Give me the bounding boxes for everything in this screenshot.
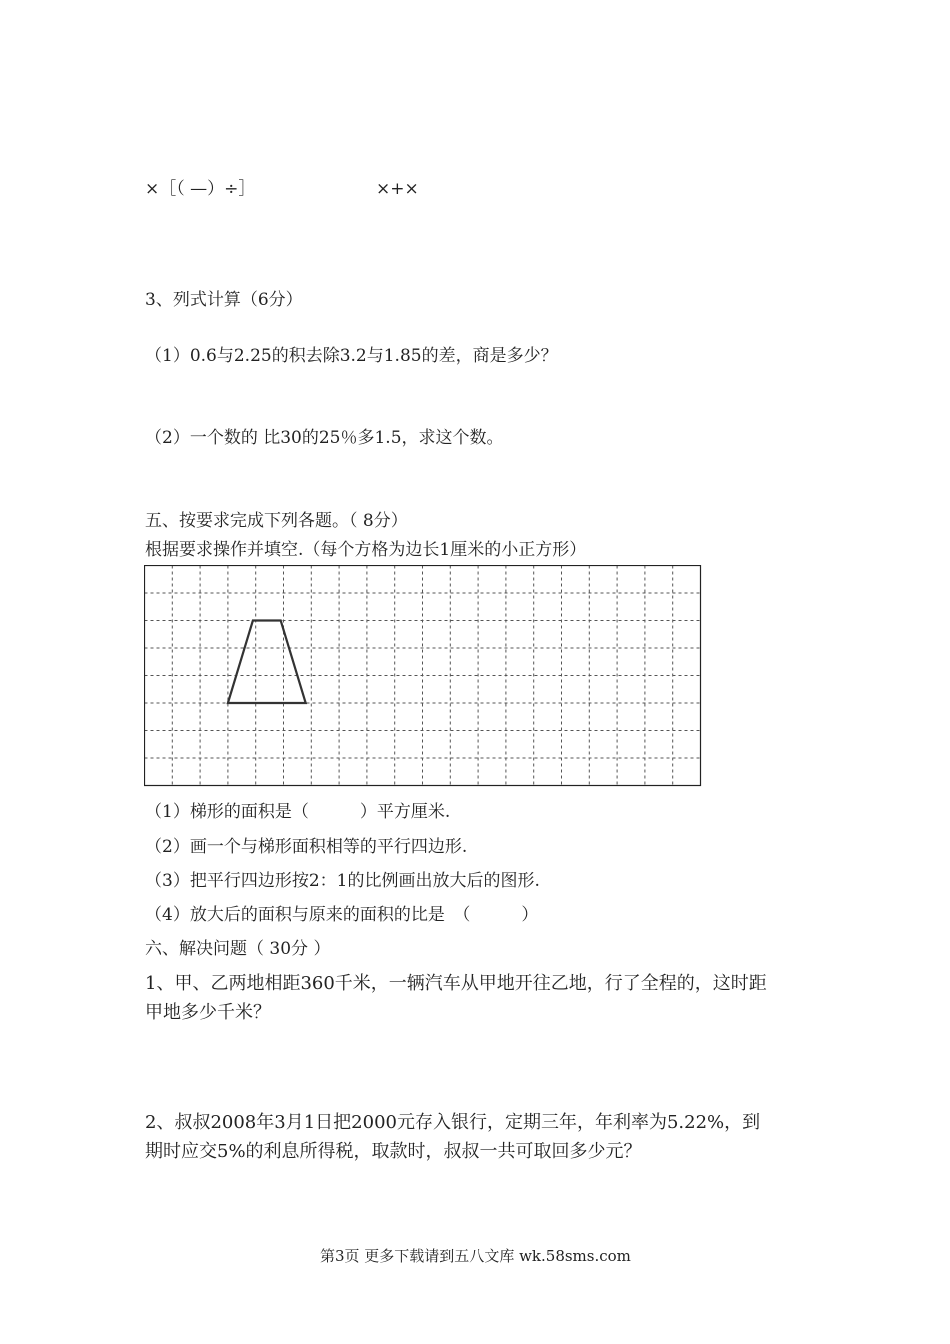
section5-item-2: （2）画一个与梯形面积相等的平行四边形.	[145, 837, 468, 857]
expression-right: ×+×	[376, 179, 419, 199]
section3-heading: 3、列式计算（6分）	[145, 290, 303, 310]
problem-2-line-1: 2、叔叔2008年3月1日把2000元存入银行，定期三年，年利率为5.22%，到	[145, 1112, 761, 1133]
footer-text: 第3页 更多下载请到五八文库 wk.58sms.com	[320, 1247, 631, 1265]
section3-question-1: （1）0.6与2.25的积去除3.2与1.85的差，商是多少？	[145, 346, 558, 366]
problem-1-line-2: 甲地多少千米？	[145, 1002, 271, 1023]
grid-lines	[145, 566, 701, 786]
section6-heading: 六、解决问题（ 30分 ）	[145, 939, 331, 959]
section3-question-2: （2）一个数的 比30的25％多1.5，求这个数。	[145, 428, 504, 448]
expression-left: ×［（ —）÷］	[145, 179, 256, 199]
section5-heading: 五、按要求完成下列各题。（ 8分）	[145, 511, 408, 531]
problem-1-line-1: 1、甲、乙两地相距360千米，一辆汽车从甲地开往乙地，行了全程的，这时距	[145, 973, 767, 994]
section5-item-1: （1）梯形的面积是（ ）平方厘米.	[145, 802, 451, 822]
square-grid	[144, 565, 702, 787]
trapezoid-shape	[228, 621, 306, 704]
section5-item-4: （4）放大后的面积与原来的面积的比是 （ ）	[145, 905, 539, 925]
section5-item-3: （3）把平行四边形按2：1的比例画出放大后的图形.	[145, 871, 540, 891]
section5-instruction: 根据要求操作并填空.（每个方格为边长1厘米的小正方形）	[145, 540, 587, 560]
problem-2-line-2: 期时应交5%的利息所得税，取款时，叔叔一共可取回多少元？	[145, 1141, 642, 1162]
